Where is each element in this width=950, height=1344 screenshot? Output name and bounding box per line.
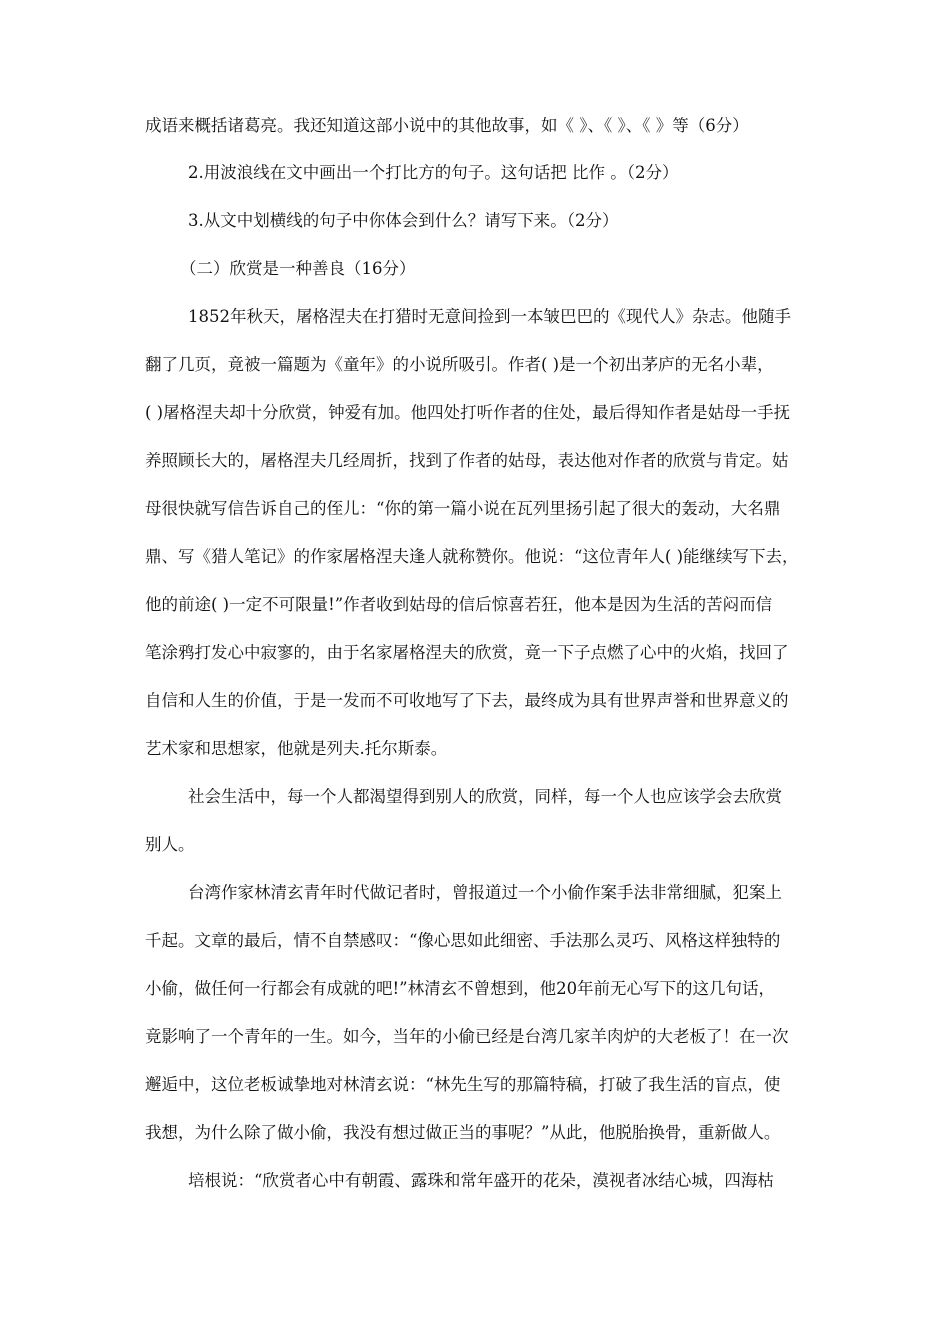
text-line: 小偷，做任何一行都会有成就的吧!”林清玄不曾想到，他20年前无心写下的这几句话， [145, 979, 776, 998]
text-line: 我想，为什么除了做小偷，我没有想过做正当的事呢？”从此，他脱胎换骨，重新做人。 [145, 1123, 781, 1142]
text-line: ( )屠格涅夫却十分欣赏，钟爱有加。他四处打听作者的住处，最后得知作者是姑母一手抚 [145, 403, 791, 422]
text-line: 台湾作家林清玄青年时代做记者时，曾报道过一个小偷作案手法非常细腻，犯案上 [188, 883, 782, 902]
text-line: 翻了几页，竟被一篇题为《童年》的小说所吸引。作者( )是一个初出茅庐的无名小辈， [145, 355, 774, 374]
text-line: 社会生活中，每一个人都渴望得到别人的欣赏，同样，每一个人也应该学会去欣赏 [188, 787, 782, 806]
text-line: 1852年秋天，屠格涅夫在打猎时无意间捡到一本皱巴巴的《现代人》杂志。他随手 [188, 307, 791, 326]
text-line: 他的前途( )一定不可限量!”作者收到姑母的信后惊喜若狂，他本是因为生活的苦闷而信 [145, 595, 773, 614]
section-title: （二）欣赏是一种善良（16分） [180, 259, 416, 278]
text-line: 自信和人生的价值，于是一发而不可收地写了下去，最终成为具有世界声誉和世界意义的 [145, 691, 789, 710]
text-line: 笔涂鸦打发心中寂寥的，由于名家屠格涅夫的欣赏，竟一下子点燃了心中的火焰，找回了 [145, 643, 789, 662]
text-line: 千起。文章的最后，情不自禁感叹：“像心思如此细密、手法那么灵巧、风格这样独特的 [145, 931, 781, 950]
text-line: 艺术家和思想家，他就是列夫.托尔斯泰。 [145, 739, 448, 758]
text-line: 邂逅中，这位老板诚挚地对林清玄说：“林先生写的那篇特稿，打破了我生活的盲点，使 [145, 1075, 781, 1094]
question-3: 3.从文中划横线的句子中你体会到什么？请写下来。（2分） [188, 211, 619, 230]
text-line: 竟影响了一个青年的一生。如今，当年的小偷已经是台湾几家羊肉炉的大老板了！在一次 [145, 1027, 789, 1046]
text-line: 成语来概括诸葛亮。我还知道这部小说中的其他故事，如《 》、《 》、《 》等（6分） [145, 116, 749, 135]
text-line: 养照顾长大的，屠格涅夫几经周折，找到了作者的姑母，表达他对作者的欣赏与肯定。姑 [145, 451, 789, 470]
text-line: 母很快就写信告诉自己的侄儿：“你的第一篇小说在瓦列里扬引起了很大的轰动，大名鼎 [145, 499, 781, 518]
text-line: 别人。 [145, 835, 195, 854]
question-2: 2.用波浪线在文中画出一个打比方的句子。这句话把 比作 。（2分） [188, 163, 679, 182]
text-line: 培根说：“欣赏者心中有朝霞、露珠和常年盛开的花朵，漠视者冰结心城，四海枯 [188, 1171, 774, 1190]
text-line: 鼎、写《猎人笔记》的作家屠格涅夫逢人就称赞你。他说：“这位青年人( )能继续写下去， [145, 547, 799, 566]
